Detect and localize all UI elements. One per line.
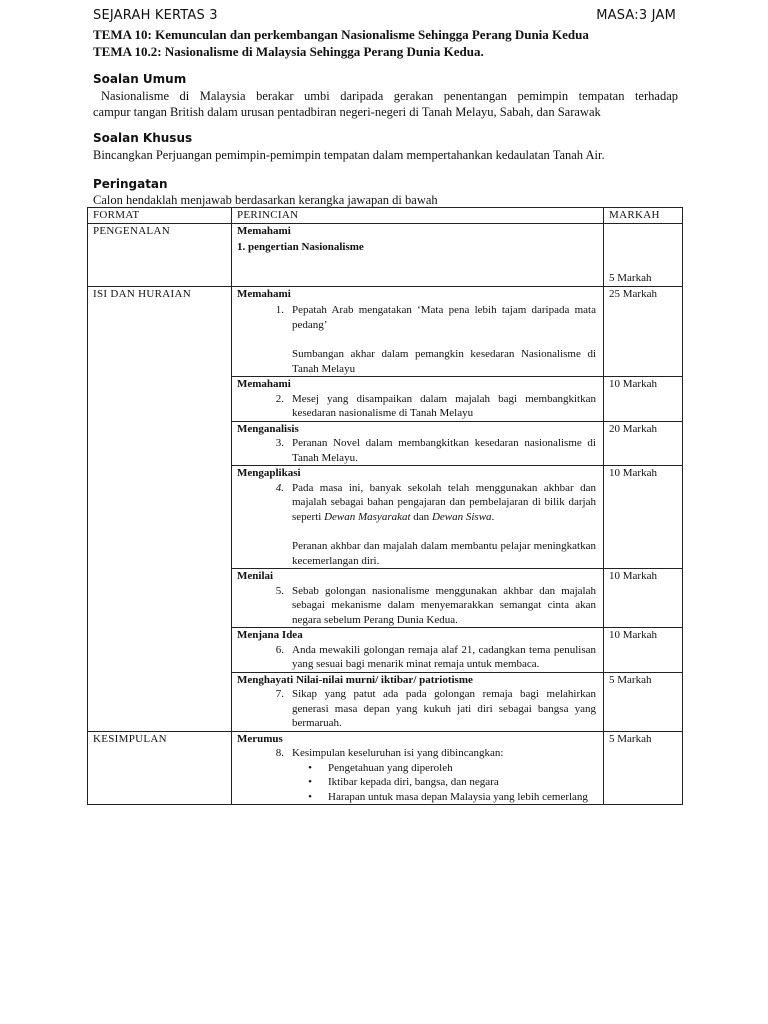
skill-label: Memahami [237, 224, 291, 237]
list-item [237, 303, 598, 332]
bullet-item [292, 790, 598, 805]
list-item [237, 436, 598, 465]
markah-isi-4: 10 Markah [604, 466, 683, 569]
markah-isi-1: 25 Markah [604, 286, 683, 377]
table-row [88, 286, 683, 377]
markah-isi-7: 5 Markah [604, 672, 683, 731]
markah-isi-2: 10 Markah [604, 377, 683, 422]
list-item [237, 584, 598, 628]
skill-label: Menghayati Nilai-nilai murni/ iktibar/ patriotisme [237, 673, 473, 686]
list-item [237, 687, 598, 731]
perincian-isi-3 [232, 421, 604, 466]
skill-label: Merumus [237, 732, 283, 745]
table-row [88, 223, 683, 286]
time-label: MASA:3 JAM [596, 8, 676, 23]
conjunction: dan [413, 510, 430, 523]
page-header [93, 8, 676, 23]
item-text: Mesej yang disampaikan dalam majalah bagi membangkitkan kesedaran nasionalisme di Tanah Melayu [292, 392, 596, 419]
skill-label: Memahami [237, 378, 291, 390]
pengenalan-item: 1. pengertian Nasionalisme [237, 241, 364, 253]
bullet-icon: • [308, 761, 312, 774]
perincian-isi-1 [232, 286, 604, 377]
item-number: 8. [275, 747, 284, 759]
header-format: FORMAT [88, 208, 232, 224]
list-item [237, 643, 598, 672]
tema-subheading: TEMA 10.2: Nasionalisme di Malaysia Sehingga Perang Dunia Kedua. [93, 44, 484, 59]
answer-framework-table [87, 207, 683, 805]
table-header-row [88, 208, 683, 224]
bullet-item [292, 761, 598, 776]
item-number: 2. [275, 392, 284, 405]
item-text: Pada masa ini, banyak sekolah telah menggunakan akhbar dan majalah sebagai bahan pengajaran dan pembelajaran di bilik darjah seperti Dewan Masyarakat dan Dewan Siswa. [292, 481, 596, 523]
item-text: Anda mewakili golongan remaja alaf 21, cadangkan tema penulisan yang sesuai bagi menarik minat remaja untuk membaca. [292, 643, 596, 670]
header-markah: MARKAH [604, 208, 683, 224]
item-number: 3. [275, 437, 284, 449]
table-row [88, 731, 683, 805]
bullet-item [292, 775, 598, 790]
peringatan-heading: Peringatan [93, 177, 168, 191]
perincian-kesimpulan [232, 731, 604, 805]
item-text: Sebab golongan nasionalisme menggunakan akhbar dan majalah sebagai mekanisme dalam menyemarakkan semangat cinta akan negara sebelum Perang Dunia Kedua. [292, 584, 596, 626]
subject-label: SEJARAH KERTAS 3 [93, 8, 218, 23]
soalan-umum-heading: Soalan Umum [93, 72, 187, 86]
soalan-khusus-heading: Soalan Khusus [93, 131, 193, 145]
item-text-main: Pada masa ini, banyak sekolah telah menggunakan akhbar dan majalah sebagai bahan pengajaran dan pembelajaran di bilik darjah seperti [292, 481, 596, 523]
format-kesimpulan: KESIMPULAN [88, 731, 232, 805]
skill-label: Menjana Idea [237, 629, 303, 641]
header-perincian: PERINCIAN [232, 208, 604, 224]
tema-heading: TEMA 10: Kemunculan dan perkembangan Nasionalisme Sehingga Perang Dunia Kedua [93, 27, 589, 42]
soalan-umum-line-1: Nasionalisme di Malaysia berakar umbi daripada gerakan penentangan pemimpin tempatan terhadap [101, 89, 678, 103]
list-item [237, 392, 598, 421]
item-number: 7. [275, 688, 284, 700]
markah-isi-6: 10 Markah [604, 628, 683, 673]
item-text: Kesimpulan keseluruhan isi yang dibincangkan: [292, 747, 504, 759]
markah-kesimpulan: 5 Markah [604, 731, 683, 805]
example-dewan-siswa: Dewan Siswa [431, 510, 492, 523]
list-item [237, 746, 598, 761]
item-subtext: Sumbangan akhar dalam pemangkin kesedaran Nasionalisme di Tanah Melayu [292, 348, 596, 375]
markah-isi-3: 20 Markah [604, 421, 683, 466]
bullet-icon: • [308, 776, 312, 788]
perincian-pengenalan [232, 223, 604, 286]
item-number: 5. [275, 584, 284, 597]
bullet-text: Iktibar kepada diri, bangsa, dan negara [328, 776, 499, 788]
peringatan-text: Calon hendaklah menjawab berdasarkan kerangka jawapan di bawah [93, 193, 438, 207]
perincian-isi-2 [232, 377, 604, 422]
perincian-isi-5 [232, 569, 604, 628]
bullet-text: Harapan untuk masa depan Malaysia yang lebih cemerlang [328, 790, 588, 803]
format-isi: ISI DAN HURAIAN [88, 286, 232, 731]
item-number: 1. [275, 304, 284, 316]
item-number: 4. [275, 481, 284, 494]
skill-label: Memahami [237, 287, 291, 300]
skill-label: Menilai [237, 570, 274, 582]
skill-label: Mengaplikasi [237, 467, 301, 479]
item-text: Peranan Novel dalam membangkitkan kesedaran nasionalisme di Tanah Melayu. [292, 437, 596, 464]
item-text: Pepatah Arab mengatakan ‘Mata pena lebih tajam daripada mata pedang’ [292, 304, 596, 331]
markah-isi-5: 10 Markah [604, 569, 683, 628]
item-text: Sikap yang patut ada pada golongan remaja bagi melahirkan generasi masa depan yang kukuh jati diri sebagai bangsa yang bermaruah. [292, 688, 596, 729]
markah-pengenalan: 5 Markah [604, 223, 683, 286]
soalan-khusus-text: Bincangkan Perjuangan pemimpin-pemimpin tempatan dalam mempertahankan kedaulatan Tanah Air. [93, 148, 605, 162]
skill-label: Menganalisis [237, 422, 299, 435]
format-pengenalan: PENGENALAN [88, 223, 232, 286]
soalan-umum-line-2: campur tangan British dalam urusan pentadbiran negeri-negeri di Tanah Melayu, Sabah, dan Sarawak [93, 105, 601, 119]
bullet-text: Pengetahuan yang diperoleh [328, 761, 453, 774]
perincian-isi-6 [232, 628, 604, 673]
perincian-isi-4 [232, 466, 604, 569]
item-subtext: Peranan akhbar dan majalah dalam membantu pelajar meningkatkan kecemerlangan diri. [292, 540, 596, 567]
list-item [237, 481, 598, 525]
example-dewan-masyarakat: Dewan Masyarakat [324, 510, 411, 523]
bullet-icon: • [308, 790, 312, 803]
item-number: 6. [275, 643, 284, 656]
perincian-isi-7 [232, 672, 604, 731]
